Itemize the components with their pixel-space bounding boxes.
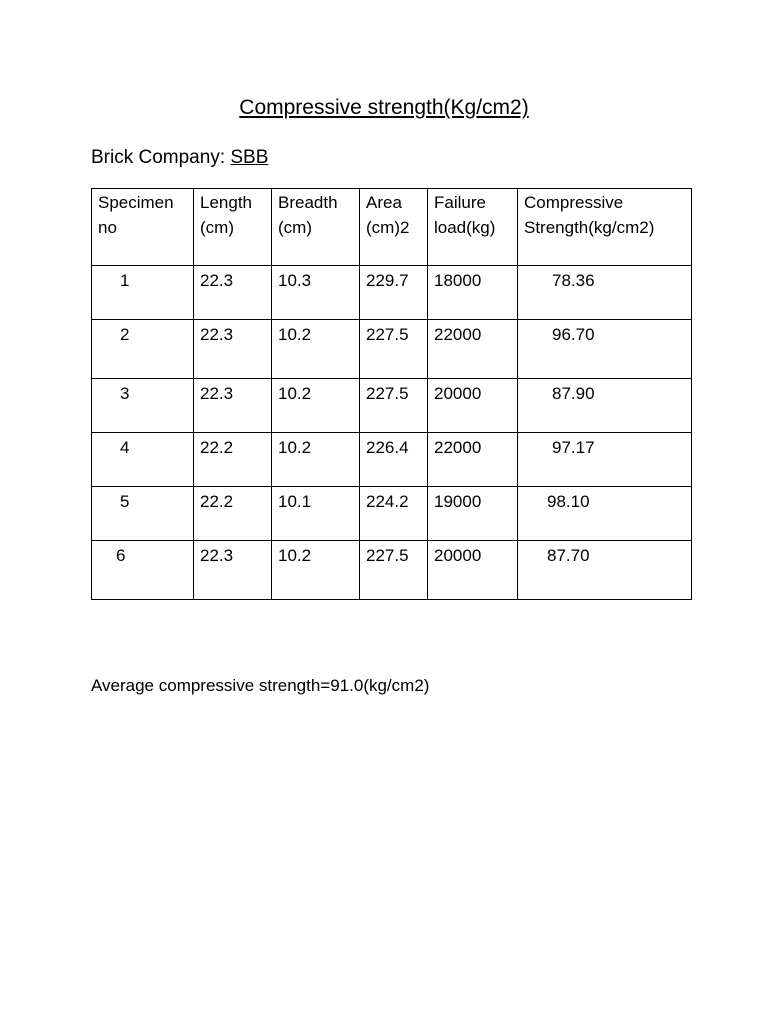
cell-area: 224.2: [360, 487, 428, 541]
cell-compressive-strength: 97.17: [518, 433, 692, 487]
cell-compressive-strength: 78.36: [518, 266, 692, 320]
cell-specimen-no: 5: [92, 487, 194, 541]
cell-compressive-strength: 98.10: [518, 487, 692, 541]
cell-specimen-no: 2: [92, 320, 194, 379]
header-area: Area (cm)2: [360, 189, 428, 266]
cell-specimen-no: 6: [92, 541, 194, 600]
cell-failure-load: 20000: [428, 541, 518, 600]
cell-failure-load: 19000: [428, 487, 518, 541]
cell-breadth: 10.2: [272, 320, 360, 379]
cell-length: 22.2: [194, 487, 272, 541]
compressive-strength-table: [91, 188, 692, 600]
cell-failure-load: 22000: [428, 433, 518, 487]
brick-company-line: [91, 147, 268, 169]
cell-area: 227.5: [360, 379, 428, 433]
cell-length: 22.3: [194, 266, 272, 320]
table-row: [92, 433, 692, 487]
header-specimen-no: Specimen no: [92, 189, 194, 266]
cell-failure-load: 22000: [428, 320, 518, 379]
cell-failure-load: 20000: [428, 379, 518, 433]
brick-company-value: SBB: [230, 147, 269, 168]
cell-compressive-strength: 87.90: [518, 379, 692, 433]
cell-area: 229.7: [360, 266, 428, 320]
cell-breadth: 10.2: [272, 541, 360, 600]
cell-length: 22.2: [194, 433, 272, 487]
cell-breadth: 10.1: [272, 487, 360, 541]
cell-breadth: 10.3: [272, 266, 360, 320]
average-strength-text: Average compressive strength=91.0(kg/cm2): [91, 676, 430, 695]
page-title: Compressive strength(Kg/cm2): [239, 96, 529, 119]
header-length: Length (cm): [194, 189, 272, 266]
header-breadth: Breadth (cm): [272, 189, 360, 266]
table-row: [92, 320, 692, 379]
header-failure-load: Failure load(kg): [428, 189, 518, 266]
cell-length: 22.3: [194, 541, 272, 600]
cell-failure-load: 18000: [428, 266, 518, 320]
table-row: [92, 266, 692, 320]
cell-length: 22.3: [194, 320, 272, 379]
cell-length: 22.3: [194, 379, 272, 433]
cell-area: 227.5: [360, 320, 428, 379]
table-header-row: [92, 189, 692, 266]
table-row: [92, 379, 692, 433]
header-compressive-strength: Compressive Strength(kg/cm2): [518, 189, 692, 266]
cell-area: 226.4: [360, 433, 428, 487]
cell-specimen-no: 4: [92, 433, 194, 487]
cell-breadth: 10.2: [272, 379, 360, 433]
cell-compressive-strength: 96.70: [518, 320, 692, 379]
cell-compressive-strength: 87.70: [518, 541, 692, 600]
cell-specimen-no: 1: [92, 266, 194, 320]
cell-specimen-no: 3: [92, 379, 194, 433]
table-row: [92, 541, 692, 600]
cell-area: 227.5: [360, 541, 428, 600]
brick-company-label: Brick Company:: [91, 147, 231, 168]
cell-breadth: 10.2: [272, 433, 360, 487]
table-row: [92, 487, 692, 541]
